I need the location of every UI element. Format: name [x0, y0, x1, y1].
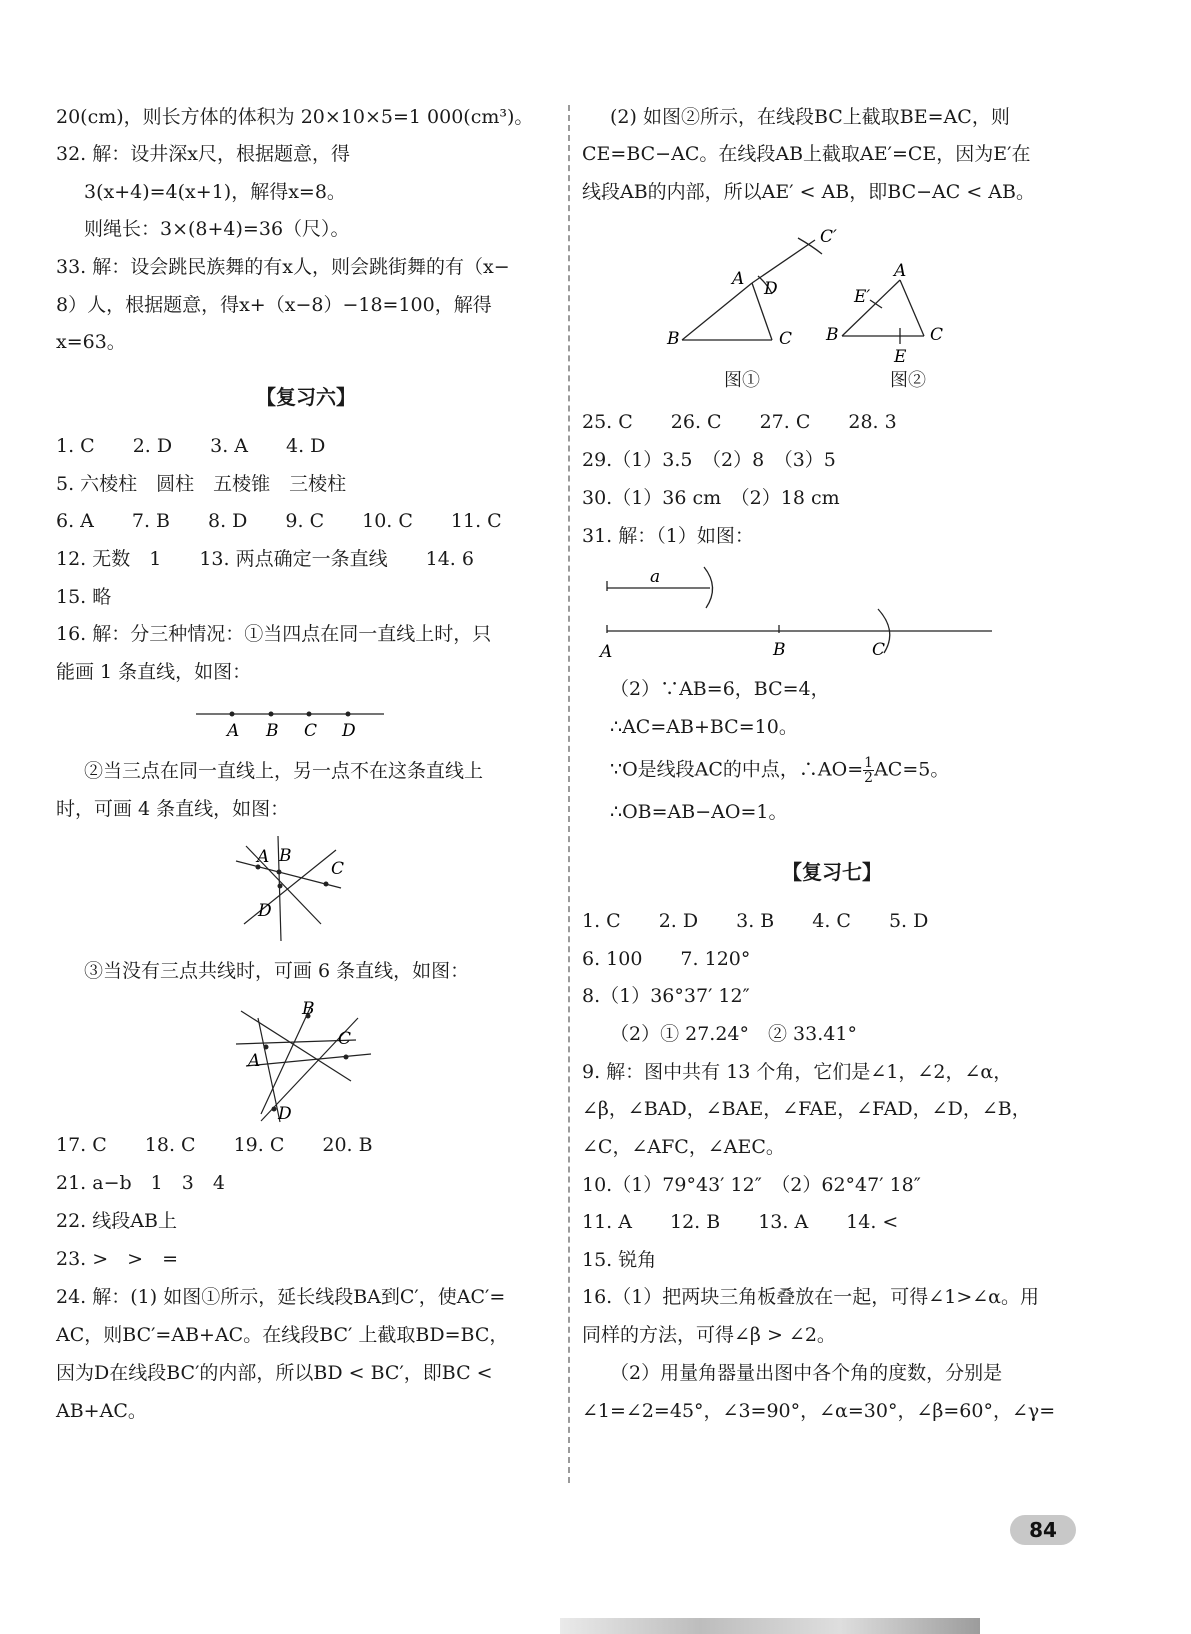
- figure-segment-construction: [592, 563, 1012, 673]
- point-label: A: [248, 1051, 261, 1071]
- proof-text: ∵O是线段AC的中点，∴AO=: [610, 758, 864, 781]
- answer-line: 同样的方法，可得∠β > ∠2。: [582, 1324, 836, 1346]
- figure-three-collinear-points: [236, 836, 366, 941]
- text-line: 8）人，根据题意，得x+（x−8）−18=100，解得: [56, 294, 492, 316]
- text-line: ②当三点在同一直线上，另一点不在这条直线上: [84, 760, 484, 782]
- answer-line: 21. a−b 1 3 4: [56, 1172, 225, 1194]
- answer-line: 31. 解：（1）如图：: [582, 525, 754, 547]
- answer-line: ∠C，∠AFC，∠AEC。: [582, 1136, 785, 1158]
- answer-line: 6. A 7. B 8. D 9. C 10. C 11. C: [56, 510, 502, 532]
- proof-text: AC=5。: [874, 758, 950, 781]
- vertex-label: A: [894, 261, 907, 281]
- answer-line: 5. 六棱柱 圆柱 五棱锥 三棱柱: [56, 473, 347, 495]
- vertex-label: E: [894, 347, 907, 367]
- figure-triangle-constructions: [667, 227, 972, 403]
- point-label: A: [257, 847, 270, 867]
- answer-line: 15. 略: [56, 586, 112, 608]
- point-label: C: [338, 1029, 352, 1049]
- answer-line: ∠1=∠2=45°，∠3=90°，∠α=30°，∠β=60°，∠γ=: [582, 1400, 1056, 1422]
- answer-line: 12. 无数 1 13. 两点确定一条直线 14. 6: [56, 548, 474, 570]
- answer-line: 9. 解：图中共有 13 个角，它们是∠1，∠2，∠α，: [582, 1061, 1013, 1083]
- point-label: D: [258, 901, 272, 921]
- answer-line: 17. C 18. C 19. C 20. B: [56, 1134, 373, 1156]
- text-line: 33. 解：设会跳民族舞的有x人，则会跳街舞的有（x−: [56, 256, 510, 278]
- answer-line: 16.（1）把两块三角板叠放在一起，可得∠1>∠α。用: [582, 1286, 1039, 1308]
- text-line: (2) 如图②所示，在线段BC上截取BE=AC，则: [610, 106, 1010, 128]
- answer-line: 23. > > =: [56, 1248, 179, 1270]
- point-label: C: [331, 859, 345, 879]
- text-line: 20(cm)，则长方体的体积为 20×10×5=1 000(cm³)。: [56, 106, 534, 128]
- answer-line: 能画 1 条直线，如图：: [56, 661, 252, 683]
- proof-line: （2）∵AB=6，BC=4，: [610, 678, 830, 700]
- point-label: D: [342, 721, 356, 741]
- vertex-label: A: [732, 269, 745, 289]
- proof-line-with-fraction: [610, 756, 949, 785]
- answer-line: 11. A 12. B 13. A 14. <: [582, 1211, 899, 1233]
- point-label: B: [773, 640, 786, 660]
- point-label: A: [227, 721, 240, 741]
- point-label: D: [278, 1104, 292, 1124]
- answer-line: 25. C 26. C 27. C 28. 3: [582, 411, 897, 433]
- answer-line: AC，则BC′=AB+AC。在线段BC′ 上截取BD=BC，: [56, 1324, 509, 1346]
- point-label: C: [304, 721, 318, 741]
- text-line: 时，可画 4 条直线，如图：: [56, 798, 290, 820]
- figure-caption: 图②: [890, 370, 926, 391]
- vertex-label: E′: [854, 287, 871, 307]
- answer-line: 8.（1）36°37′ 12″: [582, 985, 750, 1007]
- segment-label: a: [650, 567, 661, 587]
- text-line: 3(x+4)=4(x+1)，解得x=8。: [84, 181, 346, 203]
- text-line: ③当没有三点共线时，可画 6 条直线，如图：: [84, 960, 470, 982]
- answer-line: 因为D在线段BC′的内部，所以BD < BC′，即BC <: [56, 1362, 493, 1384]
- answer-line: 29.（1）3.5 （2）8 （3）5: [582, 449, 836, 471]
- vertex-label: B: [667, 329, 680, 349]
- text-line: 32. 解：设井深x尺，根据题意，得: [56, 143, 350, 165]
- answer-line: 30.（1）36 cm （2）18 cm: [582, 487, 840, 509]
- answer-line: ∠β，∠BAD，∠BAE，∠FAE，∠FAD，∠D，∠B，: [582, 1098, 1031, 1120]
- answer-line: 6. 100 7. 120°: [582, 948, 751, 970]
- point-label: B: [279, 846, 292, 866]
- answer-line: 1. C 2. D 3. B 4. C 5. D: [582, 910, 929, 932]
- point-label: C: [872, 640, 886, 660]
- answer-line: 15. 锐角: [582, 1249, 657, 1271]
- vertex-label: B: [826, 325, 839, 345]
- answer-line: 1. C 2. D 3. A 4. D: [56, 435, 326, 457]
- answer-line: 24. 解：(1) 如图①所示，延长线段BA到C′，使AC′=: [56, 1286, 506, 1308]
- text-line: x=63。: [56, 331, 126, 353]
- fraction-one-half: $\frac{1}{2}$: [864, 755, 874, 786]
- vertex-label: C: [779, 329, 793, 349]
- figure-four-collinear-points: [196, 704, 456, 744]
- proof-line: ∴OB=AB−AO=1。: [610, 801, 788, 823]
- text-line: 线段AB的内部，所以AE′ < AB，即BC−AC < AB。: [582, 181, 1035, 203]
- vertex-label: D: [764, 279, 778, 299]
- answer-line: 10.（1）79°43′ 12″ （2）62°47′ 18″: [582, 1174, 921, 1196]
- answer-line: （2）用量角器量出图中各个角的度数，分别是: [610, 1362, 1003, 1384]
- answer-line: AB+AC。: [56, 1400, 147, 1422]
- section-heading-review-7: 【复习七】: [782, 860, 882, 884]
- answer-line: 22. 线段AB上: [56, 1210, 177, 1232]
- figure-caption: 图①: [724, 370, 760, 391]
- column-divider: [568, 105, 570, 1483]
- scan-edge: [560, 1618, 980, 1634]
- point-label: B: [266, 721, 279, 741]
- proof-line: ∴AC=AB+BC=10。: [610, 716, 798, 738]
- point-label: B: [302, 999, 315, 1019]
- vertex-label: C′: [820, 227, 837, 247]
- point-label: A: [600, 642, 613, 662]
- text-line: CE=BC−AC。在线段AB上截取AE′=CE，因为E′在: [582, 143, 1031, 165]
- figure-four-points-six-lines: [236, 999, 376, 1124]
- answer-line: 16. 解：分三种情况：①当四点在同一直线上时，只: [56, 623, 492, 645]
- answer-line: （2）① 27.24° ② 33.41°: [610, 1023, 857, 1045]
- text-line: 则绳长：3×(8+4)=36（尺）。: [84, 218, 350, 240]
- vertex-label: C: [930, 325, 944, 345]
- section-heading-review-6: 【复习六】: [256, 385, 356, 409]
- page-number: 84: [1010, 1515, 1076, 1545]
